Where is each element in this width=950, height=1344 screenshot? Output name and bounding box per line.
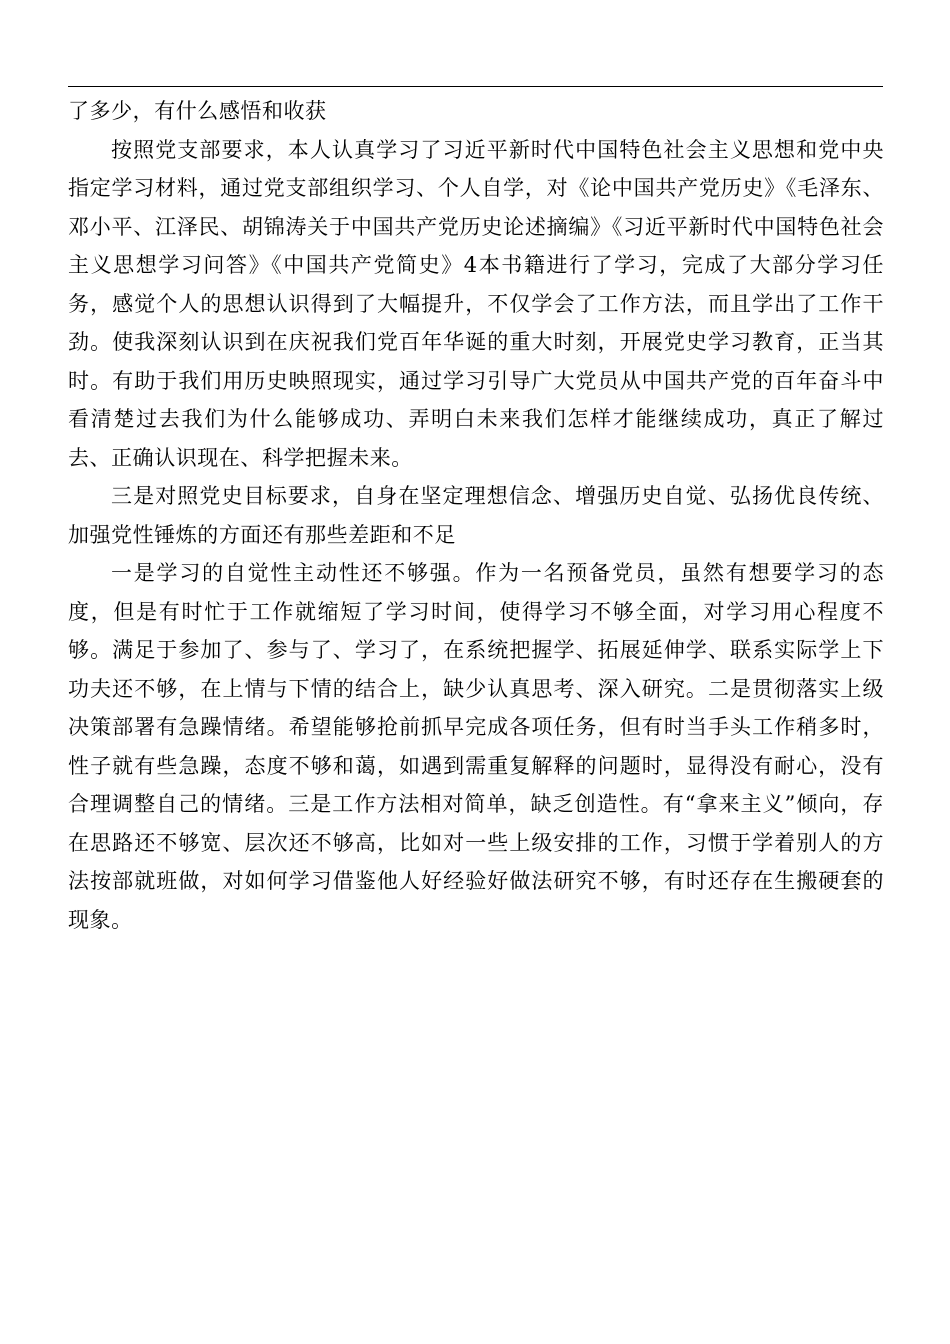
text-line: 度，但是有时忙于工作就缩短了学习时间，使得学习不够全面，对学习用心程度不 (68, 599, 884, 624)
text-line: 一是学习的自觉性主动性还不够强。作为一名预备党员，虽然有想要学习的态 (111, 561, 884, 585)
paragraph (68, 131, 884, 478)
text-line: 加强党性锤炼的方面还有那些差距和不足 (68, 522, 456, 547)
text-line: 上级决策部署有急躁情绪。希望能够抢前抓早完成各项任务，但有时当手头工作稍 (68, 676, 884, 739)
text-line: 按照党支部要求，本人认真学习了习近平新时代中国特色社会主义思想和党中 (111, 137, 863, 162)
text-line: 央指定学习材料，通过党支部组织学习、个人自学，对《论中国共产党历史》《毛 (68, 137, 884, 200)
text-line: 共产党的百年奋斗中看清楚过去我们为什么能够成功、弄明白未来我们怎样才能继 (68, 368, 884, 431)
text-line: 于学着别人的方法按部就班做，对如何学习借鉴他人好经验好做法研究不够，有时 (68, 830, 884, 893)
text-line: 心，没有合理调整自己的情绪。三是工作方法相对简单，缺乏创造性。有“拿来主 (68, 753, 884, 816)
text-line: 下功夫还不够，在上情与下情的结合上，缺少认真思考、深入研究。二是贯彻落实 (68, 638, 884, 701)
paragraph (68, 554, 884, 939)
text-line: 国特色社会主义思想学习问答》《中国共产党简史》4本书籍进行了学习，完成了 (68, 214, 884, 277)
text-line: 了多少，有什么感悟和收获 (68, 99, 327, 123)
document-body (68, 92, 884, 939)
text-line: 多时，性子就有些急躁，态度不够和蔼，如遇到需重复解释的问题时，显得没有耐 (68, 715, 884, 778)
text-line: 学习教育，正当其时。有助于我们用历史映照现实，通过学习引导广大党员从中国 (68, 330, 884, 393)
text-line: 续成功，真正了解过去、正确认识现在、科学把握未来。 (68, 407, 884, 470)
text-line: 还存在生搬硬套的现象。 (68, 869, 884, 932)
text-line: 够。满足于参加了、参与了、学习了，在系统把握学、拓展延伸学、联系实际学上 (68, 638, 863, 662)
text-line: 三是对照党史目标要求，自身在坚定理想信念、增强历史自觉、弘扬优良传统、 (111, 484, 884, 508)
header-rule (68, 86, 883, 87)
text-line: 义”倾向，存在思路还不够宽、层次还不够高，比如对一些上级安排的工作，习惯 (68, 792, 884, 855)
paragraph (68, 477, 884, 554)
text-line: 大部分学习任务，感觉个人的思想认识得到了大幅提升，不仅学会了工作方法，而 (68, 253, 884, 316)
text-line: 泽东、邓小平、江泽民、胡锦涛关于中国共产党历史论述摘编》《习近平新时代中 (68, 176, 884, 239)
text-line: 且学出了工作干劲。使我深刻认识到在庆祝我们党百年华诞的重大时刻，开展党史 (68, 291, 884, 354)
paragraph (68, 92, 884, 131)
